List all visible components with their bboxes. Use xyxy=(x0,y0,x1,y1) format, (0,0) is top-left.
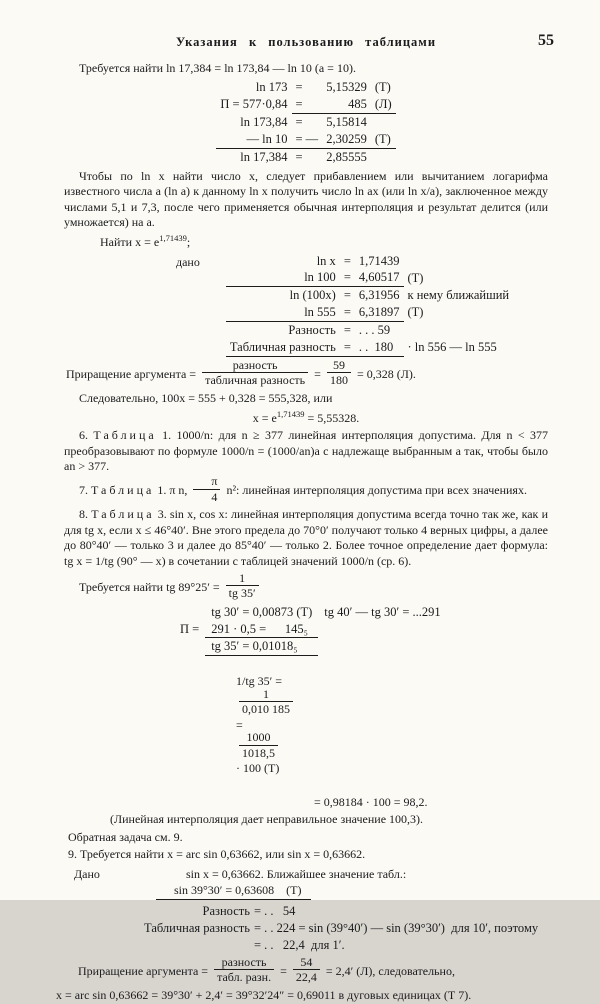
section-7 xyxy=(64,473,548,505)
fraction-denominator: 4 xyxy=(193,489,220,504)
increment-argument-line xyxy=(66,357,548,389)
eq-value: 6,31956 xyxy=(358,288,400,303)
eq-sign: = xyxy=(295,149,303,164)
require-tg-pre: Требуется найти tg 89°25′ = xyxy=(79,579,220,594)
section-text: 1. 1000/n: для n ≥ 377 линейная интерполяция допустима. Для n < 377 преобразовывают по формуле 1000/n = (1000/an)a с надлежаще выбранным a так, чтобы было an > 377. xyxy=(64,428,549,474)
tg35-line: tg 35′ = 0,01018₅ xyxy=(205,638,318,656)
running-title: Указания к пользованию таблицами xyxy=(175,35,437,49)
eq-lhs: ln (100x) xyxy=(289,288,336,303)
section-word-table: Таблица xyxy=(93,428,157,443)
fraction-denominator: 0,010 185 xyxy=(239,701,293,716)
fraction-numerator: 1 xyxy=(263,686,269,701)
section-text: 3. sin x, cos x: линейная интерполяция допустима всегда точно так же, как и для tg x, если x ≤ 46°40′. Вне этого предела до 70°0′ получают только 4 верных цифры, а далее до 80°40′ — только 3 и далее до 85°40′ — только 2. Более точное определение дает формула: tg x = 1/tg (90° — x) в сочетании с таблицей значений 1000/n (ср. 6). xyxy=(64,507,549,568)
fraction xyxy=(293,956,320,984)
equals-sign: = xyxy=(280,963,287,978)
eq-lhs: ln 173,84 xyxy=(240,114,288,129)
sin-table-line: sin 39°30′ = 0,63608 (Т) xyxy=(156,883,312,901)
section-8 xyxy=(64,507,548,569)
eq-sign: = xyxy=(343,253,351,268)
diff-label: Табличная разность xyxy=(144,921,250,936)
eq-lhs: ln 100 xyxy=(226,269,340,286)
fraction xyxy=(193,475,220,503)
x-result-pre: x = e xyxy=(252,410,277,425)
eq-note: к нему ближайший xyxy=(407,288,510,303)
dano2-equations xyxy=(156,867,406,900)
eq-lhs: — ln 10 xyxy=(216,131,291,148)
eq-note xyxy=(404,322,514,339)
eq-note xyxy=(404,253,514,270)
fraction-numerator: разность xyxy=(232,357,278,372)
equals-sign: = xyxy=(236,717,243,732)
fraction-numerator: π xyxy=(211,473,218,488)
dano-block xyxy=(64,253,548,357)
inverse-tg-lead: 1/tg 35′ = xyxy=(236,673,283,688)
dano2-block xyxy=(64,867,548,900)
eq-sign: = xyxy=(295,80,303,95)
eq-lhs: П = 577·0,84 xyxy=(220,97,288,112)
fraction-denominator: 22,4 xyxy=(293,969,320,984)
fraction-numerator: 1000 xyxy=(246,730,271,745)
eq-sign: = xyxy=(340,339,355,356)
eq-sign: = xyxy=(343,323,351,338)
eq-value: 5,15329 xyxy=(326,80,367,95)
empty-cell xyxy=(174,604,205,621)
fraction xyxy=(239,731,278,759)
eq-value: . . . 59 xyxy=(358,323,391,338)
equals-sign: = xyxy=(314,366,321,381)
increment-result: = 0,328 (Л). xyxy=(356,366,416,381)
eq-value: 1,71439 xyxy=(358,253,400,268)
eq-sign: = — xyxy=(292,131,323,148)
eq-lhs: ln 555 xyxy=(226,304,340,321)
eq-sign: = xyxy=(340,304,355,321)
section-word-table: Таблица xyxy=(91,507,155,522)
consequently-line: Следовательно, 100x = 555 + 0,328 = 555,328, или xyxy=(79,390,333,405)
inverse-tg-line xyxy=(224,658,548,792)
section-text: 1. π n, xyxy=(157,482,188,497)
section-9: 9. Требуется найти x = arc sin 0,63662, или sin x = 0,63662. xyxy=(68,847,366,862)
find-x-pre: Найти x = e xyxy=(100,234,160,249)
section-word-table: Таблица xyxy=(91,482,155,497)
page-header xyxy=(64,32,554,51)
increment-lead: Приращение аргумента = xyxy=(66,366,197,381)
fraction-denominator: табличная разность xyxy=(202,372,308,387)
dano-equation-table xyxy=(226,253,513,357)
eq-lhs: ln 173 xyxy=(255,80,288,95)
section-number: 6. xyxy=(79,428,88,443)
eq-lhs: Разность xyxy=(288,323,336,338)
eq-lhs: ln 17,384 xyxy=(240,149,288,164)
empty-cell xyxy=(174,638,205,656)
require-tg-line xyxy=(79,570,548,602)
section-number: 7. xyxy=(79,482,88,497)
tg-correction-table xyxy=(174,604,447,657)
fraction-numerator: 1 xyxy=(239,570,246,585)
eq-note: (Л) xyxy=(371,96,396,113)
increment-result: = 2,4′ (Л), следовательно, xyxy=(325,963,455,978)
find-x-exponent: 1,71439 xyxy=(159,232,187,243)
fraction-denominator: 180 xyxy=(327,372,351,387)
ln-equation-table xyxy=(216,79,395,165)
diff-label xyxy=(142,937,252,954)
section-6 xyxy=(64,428,548,475)
increment-argument-line-2 xyxy=(78,954,548,986)
fraction-denominator: табл. разн. xyxy=(214,969,274,984)
pi-product-line: 291 · 0,5 = 145₅ xyxy=(205,621,318,638)
eq-value: . . 180 xyxy=(355,339,404,356)
eq-sign: = xyxy=(343,288,351,303)
fraction-denominator: 1018,5 xyxy=(239,745,278,760)
tg30-line: tg 30′ = 0,00873 (Т) xyxy=(211,604,313,619)
eq-value: 4,60517 xyxy=(355,269,404,286)
section-text: n²: линейная интерполяция допустима при всех значениях. xyxy=(226,482,527,497)
find-x-line xyxy=(100,233,548,251)
arcsin-result-line: x = arc sin 0,63662 = 39°30′ + 2,4′ = 39°32′24″ = 0,69011 в дуговых единицах (Т 7). xyxy=(56,988,472,1003)
dano-label: дано xyxy=(176,254,200,269)
eq-note: (Т) xyxy=(407,305,424,320)
fraction-denominator: tg 35′ xyxy=(226,585,259,600)
eq-lhs: Табличная разность xyxy=(226,339,340,356)
eq-sign: = xyxy=(292,96,323,113)
paragraph-ln-rule: Чтобы по ln x найти число x, следует прибавлением или вычитанием логарифма известного числа a (ln a) к данному ln x получить число ln ax (или ln x/a), заключенное между числами 5,1 и 7,3, после чего применяется обычная интерполяция и результат делится (или умножается) на a. xyxy=(64,168,548,230)
inverse-task-note: Обратная задача см. 9. xyxy=(68,829,183,844)
intro-line: Требуется найти ln 17,384 = ln 173,84 — ln 10 (a = 10). xyxy=(79,60,356,75)
fraction-numerator: 59 xyxy=(332,357,345,372)
eq-note xyxy=(371,148,396,165)
x-result-post: = 5,55328. xyxy=(304,410,360,425)
x-result-line xyxy=(64,409,548,427)
inverse-tg-result: = 0,98184 · 100 = 98,2. xyxy=(314,794,428,809)
fraction xyxy=(214,956,274,984)
page-number: 55 xyxy=(538,32,554,49)
empty-cell xyxy=(318,621,446,638)
section-number: 8. xyxy=(79,507,88,522)
eq-value: 6,31897 xyxy=(355,304,404,321)
inverse-tg-tail: · 100 (Т) xyxy=(236,761,280,776)
tg-difference-note: tg 40′ — tg 30′ = ...291 xyxy=(324,604,441,619)
find-x-post: ; xyxy=(186,234,191,249)
eq-lhs: ln x xyxy=(316,253,336,268)
eq-value: 5,15814 xyxy=(326,114,367,129)
eq-sign: = xyxy=(295,114,303,129)
fraction-numerator: 54 xyxy=(300,954,313,969)
eq-note: (Т) xyxy=(374,80,391,95)
fraction xyxy=(239,688,293,716)
x-result-exponent: 1,71439 xyxy=(276,408,305,419)
eq-value: 2,85555 xyxy=(326,149,367,164)
eq-value: 2,30259 xyxy=(322,131,371,148)
diff-value: = . . 54 xyxy=(253,904,296,919)
linear-interpolation-note: (Линейная интерполяция дает неправильное значение 100,3). xyxy=(110,812,424,827)
increment-lead: Приращение аргумента = xyxy=(78,963,209,978)
eq-value: 485 xyxy=(322,96,371,113)
eq-note xyxy=(371,113,396,130)
empty-cell xyxy=(318,638,446,656)
diff-label: Разность xyxy=(202,904,250,919)
fraction xyxy=(226,572,259,600)
difference-table xyxy=(142,903,540,954)
diff-value: = . . 22,4 для 1′. xyxy=(253,937,345,952)
fraction-numerator: разность xyxy=(221,954,267,969)
dano2-label: Дано xyxy=(74,867,100,882)
fraction xyxy=(327,359,351,387)
sin-x-line: sin x = 0,63662. Ближайшее значение табл.: xyxy=(185,867,407,882)
pi-label: П = xyxy=(180,621,200,636)
eq-note: (Т) xyxy=(371,131,396,148)
eq-sign: = xyxy=(340,269,355,286)
diff-value: = . . 224 = sin (39°40′) — sin (39°30′) для 10′, поэтому xyxy=(253,921,539,936)
eq-note: (Т) xyxy=(407,270,424,285)
fraction xyxy=(202,359,308,387)
eq-note: · ln 556 — ln 555 xyxy=(407,340,497,355)
